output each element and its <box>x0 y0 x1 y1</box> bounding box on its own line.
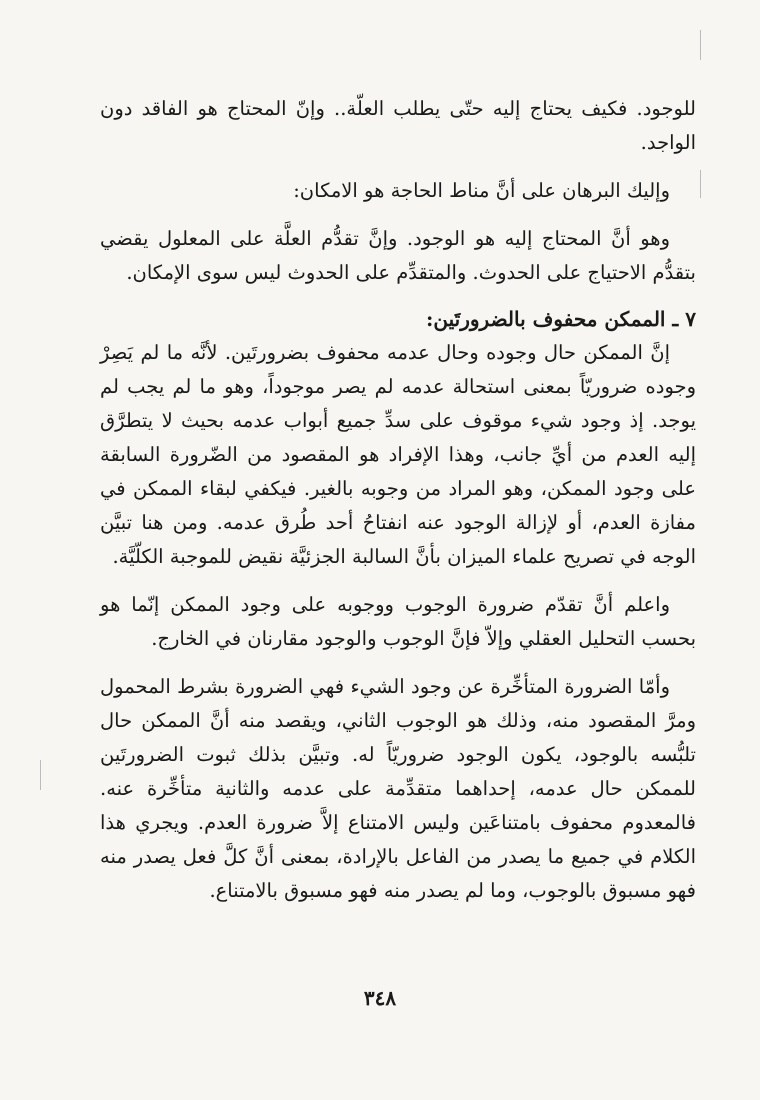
page-number: ٣٤٨ <box>363 986 397 1010</box>
page-edge-mark <box>700 170 701 198</box>
page-text-column <box>100 92 696 908</box>
page-edge-mark <box>40 760 41 790</box>
section-heading: ٧ ـ الممكن محفوف بالضرورتَين: <box>426 307 696 331</box>
paragraph-proof: وهو أنَّ المحتاج إليه هو الوجود. وإنَّ تقدُّم العلَّة على المعلول يقضي بتقدُّم الاحتياج على الحدوث. والمتقدِّم على الحدوث ليس سوى الإمكان. <box>100 227 696 284</box>
body-paragraph: وأمّا الضرورة المتأخِّرة عن وجود الشيء فهي الضرورة بشرط المحمول ومرَّ المقصود منه، وذلك هو الوجوب الثاني، ويقصد منه أنَّ الممكن حال تلبُّسه بالوجود، يكون الوجود ضروريّاً له. وتبيَّن بذلك ثبوت الضرورتَين للممكن حال عدمه، إحداهما متقدِّمة على عدمه والثانية متأخِّرة عنه. فالمعدوم محفوف بامتناعَين وليس الامتناع إلاَّ ضرورة العدم. ويجري هذا الكلام في جميع ما يصدر من الفاعل بالإرادة، بمعنى أنَّ كلَّ فعل يصدر منه فهو مسبوق بالوجوب، وما لم يصدر منه فهو مسبوق بالامتناع. <box>100 675 696 902</box>
page-edge-mark <box>700 30 701 60</box>
body-paragraph: واعلم أنَّ تقدّم ضرورة الوجوب ووجوبه على وجود الممكن إنّما هو بحسب التحليل العقلي وإلاّ فإنَّ الوجوب والوجود مقارنان في الخارج. <box>100 593 696 650</box>
paragraph-continuation: للوجود. فكيف يحتاج إليه حتّى يطلب العلّة.. وإنّ المحتاج هو الفاقد دون الواجد. <box>100 97 696 154</box>
body-paragraph: إنَّ الممكن حال وجوده وحال عدمه محفوف بضرورتَين. لأنَّه ما لم يَصِرْ وجوده ضروريّاً بمعنى استحالة عدمه لم يصر موجوداً، وهو ما لم يجب لم يوجد. إذ وجود شيء موقوف على سدِّ جميع أبواب عدمه بحيث لا يتطرَّق إليه العدم من أيِّ جانب، وهذا الإفراد هو المقصود من الضّرورة السابقة على وجود الممكن، وهو المراد من وجوبه بالغير. فيكفي لبقاء الممكن في مفازة العدم، أو لإزالة الوجود عنه انفتاحُ أحد طُرق عدمه. ومن هنا تبيَّن الوجه في تصريح علماء الميزان بأنَّ السالبة الجزئيَّة نقيض للموجبة الكلّيَّة. <box>100 341 696 568</box>
paragraph-proof-intro: وإليك البرهان على أنَّ مناط الحاجة هو الامكان: <box>293 179 670 202</box>
